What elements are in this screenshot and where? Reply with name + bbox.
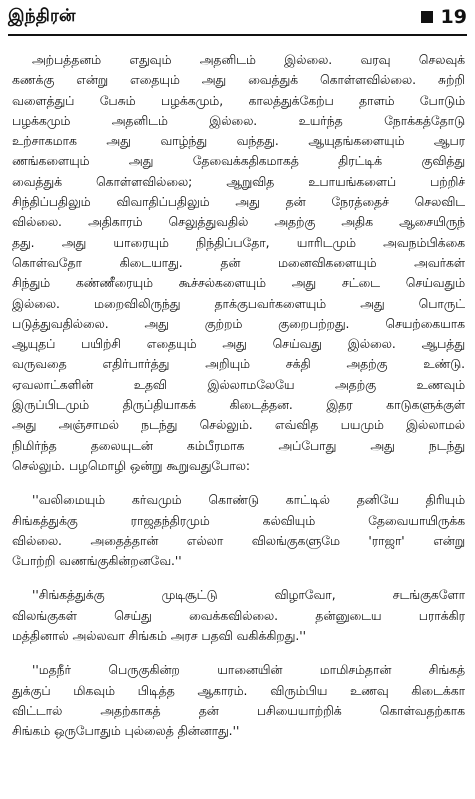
text-line: ஏவலாட்களின் உதவி இல்லாமலேயே அதற்கு உணவும் <box>12 377 465 392</box>
paragraph <box>12 50 465 476</box>
text-line: தது. அது யாரையும் நிந்திப்பதோ, யாரிடமும் அவநம்பிக்கை <box>12 235 465 250</box>
text-line: ''சிங்கத்துக்கு முடிசூட்டு விழாவோ, சடங்குகளோ <box>32 588 465 603</box>
text-line: வில்லை. அதிகாரம் செலுத்துவதில் அதற்கு அதிக ஆசையிருந் <box>12 215 465 230</box>
text-line: ''மதநீர் பெருகுகின்ற யானையின் மாமிசம்தான் சிங்கத் <box>32 663 465 678</box>
text-line: சிந்திப்பதிலும் விவாதிப்பதிலும் அது தன் நேரத்தைச் செலவிட <box>12 195 465 210</box>
text-line: கணக்கு என்று எதையும் அது வைத்துக் கொள்ளவில்லை. சுற்றி <box>12 73 465 88</box>
paragraph <box>12 490 465 571</box>
text-line: துக்குப் மிகவும் பிடித்த ஆகாரம். விரும்பிய உணவு கிடைக்கா <box>12 683 465 698</box>
text-line: அது அஞ்சாமல் நடந்து செல்லும். எவ்வித பயமும் இல்லாமல் <box>12 418 465 433</box>
text-line: சிந்தும் கண்ணீரையும் கூச்சல்களையும் அது சட்டை செய்வதும் <box>12 276 465 291</box>
text-line: மத்தினால் அல்லவா சிங்கம் அரச பதவி வகிக்கிறது.'' <box>12 629 306 644</box>
running-header <box>8 2 467 32</box>
paragraph <box>12 585 465 646</box>
text-line: அற்பத்தனம் எதுவும் அதனிடம் இல்லை. வரவு செலவுக் <box>32 53 465 67</box>
text-line: உற்சாகமாக அது வாழ்ந்து வந்தது. ஆயுதங்களையும் ஆபர <box>12 134 465 149</box>
text-line: ''வலிமையும் கர்வமும் கொண்டு காட்டில் தனியே திரியும் <box>32 493 465 508</box>
text-line: போற்றி வணங்குகின்றனவே.'' <box>12 554 182 569</box>
text-line: கொள்வதோ கிடையாது. தன் மனைவிகளையும் அவர்கள் <box>12 255 465 270</box>
square-bullet-icon <box>421 11 433 23</box>
paragraph-gap <box>12 571 465 585</box>
paragraph-gap <box>12 646 465 660</box>
text-line: ணங்களையும் அது தேவைக்கதிகமாகத் திரட்டிக் குவித்து <box>12 154 465 169</box>
page-number: 19 <box>440 6 467 28</box>
text-line: படுத்துவதில்லை. அது குற்றம் குறைபற்றது. செயற்கையாக <box>12 316 465 331</box>
text-line: விலங்குகள் செய்து வைக்கவில்லை. தன்னுடைய பராக்கிர <box>12 608 465 623</box>
text-line: சிங்கம் ஒருபோதும் புல்லைத் தின்னாது.'' <box>12 724 240 739</box>
paragraph-gap <box>12 476 465 490</box>
text-line: ஆயுதப் பயிற்சி எதையும் அது செய்வது இல்லை. ஆபத்து <box>12 337 465 352</box>
text-line: நிமிர்ந்த தலையுடன் கம்பீரமாக அப்போது அது நடந்து <box>12 438 465 453</box>
text-line: விட்டால் அதற்காகத் தன் பசியையாற்றிக் கொள்வதற்காக <box>12 703 465 718</box>
text-line: வில்லை. அதைத்தான் எல்லா விலங்குகளுமே 'ராஜா' என்று <box>12 533 465 548</box>
text-line: பழக்கமும் அதனிடம் இல்லை. உயர்ந்த நோக்கத்தோடு <box>12 113 465 128</box>
text-line: இல்லை. மறைவிலிருந்து தாக்குபவர்களையும் அது பொருட் <box>12 296 465 311</box>
text-line: வளைத்துப் பேசும் பழக்கமும், காலத்துக்கேற்ப தாளம் போடும் <box>12 93 465 108</box>
page-number-block <box>421 6 467 28</box>
text-line: வருவதை எதிர்பார்த்து அறியும் சக்தி அதற்கு உண்டு. <box>12 357 465 372</box>
header-rule <box>8 34 467 36</box>
paragraph <box>12 660 465 741</box>
text-line: வைத்துக் கொள்ளவில்லை; ஆறுவித உபாயங்களைப் பற்றிச் <box>12 174 465 189</box>
text-line: செல்லும். பழமொழி ஒன்று கூறுவதுபோல: <box>12 458 251 473</box>
text-line: சிங்கத்துக்கு ராஜதந்திரமும் கல்வியும் தேவையாயிருக்க <box>12 513 465 528</box>
chapter-title: இந்திரன் <box>8 6 76 26</box>
body-text <box>12 50 465 742</box>
text-line: இருப்பிடமும் திருப்தியாகக் கிடைத்தன. இதர காடுகளுக்குள் <box>12 398 465 413</box>
